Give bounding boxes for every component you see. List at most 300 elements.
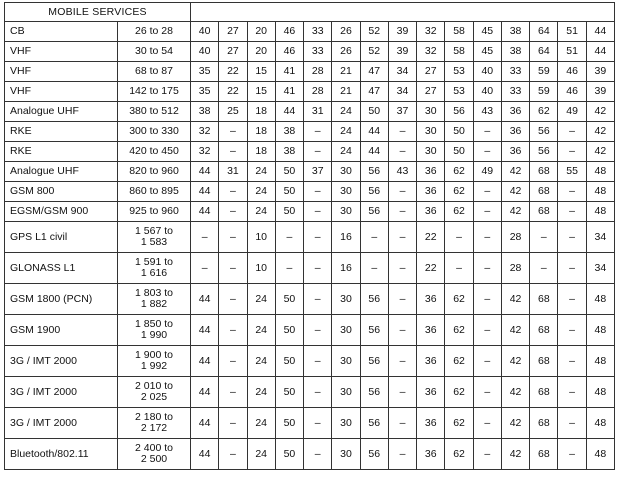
limit-value-cell: 68 — [530, 284, 558, 315]
limit-value-cell: – — [304, 202, 332, 222]
table-row — [5, 222, 615, 253]
limit-value-cell: 26 — [332, 22, 360, 42]
limit-value-cell: 36 — [417, 182, 445, 202]
limit-value-cell: 36 — [501, 102, 529, 122]
limit-value-cell: 18 — [247, 122, 275, 142]
limit-value-cell: 37 — [388, 102, 416, 122]
limit-value-cell: – — [558, 122, 586, 142]
limit-value-cell: 10 — [247, 222, 275, 253]
limit-value-cell: 30 — [417, 102, 445, 122]
limit-value-cell: 62 — [445, 408, 473, 439]
limit-value-cell: 68 — [530, 408, 558, 439]
limit-value-cell: 39 — [388, 22, 416, 42]
limit-value-cell: 51 — [558, 22, 586, 42]
limit-value-cell: 42 — [501, 284, 529, 315]
limit-value-cell: 16 — [332, 253, 360, 284]
limit-value-cell: 28 — [501, 253, 529, 284]
limit-value-cell: 36 — [417, 284, 445, 315]
limit-value-cell: – — [558, 142, 586, 162]
limit-value-cell: – — [473, 408, 501, 439]
service-name-cell: 3G / IMT 2000 — [5, 377, 118, 408]
limit-value-cell: 68 — [530, 346, 558, 377]
limit-value-cell: 24 — [332, 142, 360, 162]
frequency-range-cell: 300 to 330 — [118, 122, 191, 142]
limit-value-cell: 68 — [530, 377, 558, 408]
table-row — [5, 142, 615, 162]
limit-value-cell: 22 — [417, 222, 445, 253]
limit-value-cell: – — [388, 377, 416, 408]
limit-value-cell: 44 — [191, 182, 219, 202]
limit-value-cell: 37 — [304, 162, 332, 182]
table-row — [5, 102, 615, 122]
limit-value-cell: 50 — [445, 122, 473, 142]
limit-value-cell: 34 — [388, 82, 416, 102]
table-row — [5, 346, 615, 377]
limit-value-cell: 33 — [501, 82, 529, 102]
limit-value-cell: 24 — [247, 346, 275, 377]
limit-value-cell: 30 — [332, 408, 360, 439]
limit-value-cell: – — [558, 284, 586, 315]
limit-value-cell: – — [219, 315, 247, 346]
limit-value-cell: 62 — [530, 102, 558, 122]
service-name-cell: Bluetooth/802.11 — [5, 439, 118, 470]
limit-value-cell: 52 — [360, 22, 388, 42]
limit-value-cell: 62 — [445, 377, 473, 408]
limit-value-cell: 40 — [473, 62, 501, 82]
limit-value-cell: 36 — [417, 202, 445, 222]
limit-value-cell: 38 — [501, 22, 529, 42]
limit-value-cell: 38 — [501, 42, 529, 62]
limit-value-cell: 35 — [191, 62, 219, 82]
limit-value-cell: 47 — [360, 82, 388, 102]
limit-value-cell: 40 — [191, 42, 219, 62]
mobile-services-table-container — [4, 2, 615, 470]
limit-value-cell: 30 — [417, 122, 445, 142]
limit-value-cell: 50 — [275, 315, 303, 346]
limit-value-cell: 15 — [247, 82, 275, 102]
limit-value-cell: 34 — [586, 253, 614, 284]
service-name-cell: Analogue UHF — [5, 162, 118, 182]
table-row — [5, 408, 615, 439]
limit-value-cell: – — [558, 439, 586, 470]
limit-value-cell: 34 — [388, 62, 416, 82]
table-row — [5, 377, 615, 408]
service-name-cell: GPS L1 civil — [5, 222, 118, 253]
limit-value-cell: 42 — [501, 315, 529, 346]
limit-value-cell: 56 — [530, 142, 558, 162]
limit-value-cell: 41 — [275, 82, 303, 102]
limit-value-cell: – — [360, 222, 388, 253]
limit-value-cell: – — [473, 346, 501, 377]
limit-value-cell: – — [219, 142, 247, 162]
table-row — [5, 42, 615, 62]
limit-value-cell: – — [219, 439, 247, 470]
limit-value-cell: – — [388, 222, 416, 253]
limit-value-cell: 44 — [191, 162, 219, 182]
limit-value-cell: 44 — [360, 122, 388, 142]
limit-value-cell: – — [558, 346, 586, 377]
mobile-services-table — [4, 2, 615, 470]
limit-value-cell: – — [473, 439, 501, 470]
limit-value-cell: – — [275, 253, 303, 284]
limit-value-cell: – — [304, 408, 332, 439]
table-row — [5, 62, 615, 82]
limit-value-cell: 39 — [388, 42, 416, 62]
header-row — [5, 3, 615, 22]
limit-value-cell: – — [388, 122, 416, 142]
service-name-cell: GSM 1800 (PCN) — [5, 284, 118, 315]
limit-value-cell: 46 — [275, 42, 303, 62]
limit-value-cell: 68 — [530, 162, 558, 182]
limit-value-cell: 48 — [586, 162, 614, 182]
limit-value-cell: – — [388, 284, 416, 315]
limit-value-cell: – — [219, 202, 247, 222]
limit-value-cell: 28 — [501, 222, 529, 253]
limit-value-cell: 36 — [417, 377, 445, 408]
service-name-cell: CB — [5, 22, 118, 42]
limit-value-cell: 42 — [586, 142, 614, 162]
frequency-range-cell: 2 010 to 2 025 — [118, 377, 191, 408]
table-row — [5, 284, 615, 315]
frequency-range-cell: 1 850 to 1 990 — [118, 315, 191, 346]
limit-value-cell: 40 — [473, 82, 501, 102]
limit-value-cell: 62 — [445, 439, 473, 470]
limit-value-cell: – — [275, 222, 303, 253]
limit-value-cell: 24 — [247, 377, 275, 408]
limit-value-cell: 32 — [191, 122, 219, 142]
limit-value-cell: – — [219, 222, 247, 253]
limit-value-cell: 24 — [247, 408, 275, 439]
limit-value-cell: 44 — [191, 377, 219, 408]
section-title: MOBILE SERVICES — [5, 3, 191, 22]
limit-value-cell: 50 — [445, 142, 473, 162]
limit-value-cell: – — [304, 253, 332, 284]
limit-value-cell: 30 — [332, 377, 360, 408]
limit-value-cell: 62 — [445, 315, 473, 346]
limit-value-cell: – — [219, 253, 247, 284]
limit-value-cell: 16 — [332, 222, 360, 253]
table-row — [5, 439, 615, 470]
limit-value-cell: 36 — [417, 408, 445, 439]
limit-value-cell: 22 — [417, 253, 445, 284]
frequency-range-cell: 820 to 960 — [118, 162, 191, 182]
limit-value-cell: 33 — [304, 22, 332, 42]
limit-value-cell: 48 — [586, 182, 614, 202]
limit-value-cell: – — [191, 222, 219, 253]
limit-value-cell: – — [304, 315, 332, 346]
limit-value-cell: – — [219, 182, 247, 202]
limit-value-cell: 50 — [360, 102, 388, 122]
limit-value-cell: – — [219, 408, 247, 439]
limit-value-cell: 33 — [304, 42, 332, 62]
table-row — [5, 162, 615, 182]
limit-value-cell: 56 — [360, 202, 388, 222]
limit-value-cell: 24 — [247, 162, 275, 182]
frequency-range-cell: 420 to 450 — [118, 142, 191, 162]
limit-value-cell: 44 — [586, 22, 614, 42]
limit-value-cell: 48 — [586, 202, 614, 222]
frequency-range-cell: 142 to 175 — [118, 82, 191, 102]
limit-value-cell: – — [388, 253, 416, 284]
limit-value-cell: – — [219, 377, 247, 408]
limit-value-cell: – — [388, 315, 416, 346]
limit-value-cell: 48 — [586, 377, 614, 408]
limit-value-cell: 27 — [219, 22, 247, 42]
limit-value-cell: 43 — [388, 162, 416, 182]
limit-value-cell: 68 — [530, 182, 558, 202]
limit-value-cell: 58 — [445, 22, 473, 42]
service-name-cell: 3G / IMT 2000 — [5, 408, 118, 439]
limit-value-cell: 48 — [586, 346, 614, 377]
limit-value-cell: 64 — [530, 22, 558, 42]
table-row — [5, 202, 615, 222]
limit-value-cell: – — [388, 202, 416, 222]
limit-value-cell: 56 — [530, 122, 558, 142]
limit-value-cell: 56 — [360, 377, 388, 408]
limit-value-cell: – — [219, 284, 247, 315]
limit-value-cell: 41 — [275, 62, 303, 82]
frequency-range-cell: 2 180 to 2 172 — [118, 408, 191, 439]
limit-value-cell: 10 — [247, 253, 275, 284]
limit-value-cell: – — [304, 284, 332, 315]
limit-value-cell: 62 — [445, 182, 473, 202]
limit-value-cell: 50 — [275, 162, 303, 182]
limit-value-cell: 50 — [275, 346, 303, 377]
limit-value-cell: 38 — [275, 122, 303, 142]
limit-value-cell: 30 — [417, 142, 445, 162]
limit-value-cell: – — [558, 253, 586, 284]
limit-value-cell: 50 — [275, 439, 303, 470]
frequency-range-cell: 925 to 960 — [118, 202, 191, 222]
limit-value-cell: 64 — [530, 42, 558, 62]
limit-value-cell: 31 — [304, 102, 332, 122]
limit-value-cell: 46 — [275, 22, 303, 42]
limit-value-cell: 44 — [586, 42, 614, 62]
limit-value-cell: 44 — [275, 102, 303, 122]
limit-value-cell: 62 — [445, 284, 473, 315]
limit-value-cell: 56 — [360, 439, 388, 470]
limit-value-cell: 30 — [332, 202, 360, 222]
limit-value-cell: – — [304, 346, 332, 377]
limit-value-cell: 22 — [219, 62, 247, 82]
limit-value-cell: 44 — [191, 346, 219, 377]
limit-value-cell: 42 — [501, 377, 529, 408]
table-row — [5, 182, 615, 202]
limit-value-cell: 28 — [304, 82, 332, 102]
limit-value-cell: 36 — [501, 122, 529, 142]
limit-value-cell: 21 — [332, 62, 360, 82]
limit-value-cell: 15 — [247, 62, 275, 82]
limit-value-cell: 49 — [473, 162, 501, 182]
limit-value-cell: 68 — [530, 315, 558, 346]
limit-value-cell: – — [558, 222, 586, 253]
limit-value-cell: – — [445, 253, 473, 284]
frequency-range-cell: 30 to 54 — [118, 42, 191, 62]
service-name-cell: VHF — [5, 82, 118, 102]
limit-value-cell: 56 — [445, 102, 473, 122]
limit-value-cell: 44 — [191, 315, 219, 346]
limit-value-cell: – — [304, 182, 332, 202]
limit-value-cell: 36 — [501, 142, 529, 162]
limit-value-cell: – — [558, 182, 586, 202]
limit-value-cell: 45 — [473, 22, 501, 42]
service-name-cell: 3G / IMT 2000 — [5, 346, 118, 377]
limit-value-cell: – — [473, 284, 501, 315]
limit-value-cell: 62 — [445, 346, 473, 377]
limit-value-cell: – — [558, 202, 586, 222]
limit-value-cell: 20 — [247, 42, 275, 62]
limit-value-cell: 27 — [417, 82, 445, 102]
limit-value-cell: 42 — [501, 162, 529, 182]
table-row — [5, 82, 615, 102]
limit-value-cell: 52 — [360, 42, 388, 62]
limit-value-cell: 48 — [586, 284, 614, 315]
limit-value-cell: 30 — [332, 284, 360, 315]
service-name-cell: VHF — [5, 42, 118, 62]
limit-value-cell: 44 — [191, 439, 219, 470]
limit-value-cell: 53 — [445, 82, 473, 102]
limit-value-cell: 49 — [558, 102, 586, 122]
limit-value-cell: 24 — [247, 315, 275, 346]
limit-value-cell: 44 — [191, 408, 219, 439]
limit-value-cell: 18 — [247, 142, 275, 162]
limit-value-cell: – — [558, 408, 586, 439]
limit-value-cell: – — [473, 377, 501, 408]
limit-value-cell: – — [473, 122, 501, 142]
limit-value-cell: 38 — [191, 102, 219, 122]
limit-value-cell: 33 — [501, 62, 529, 82]
limit-value-cell: 59 — [530, 62, 558, 82]
limit-value-cell: 32 — [417, 42, 445, 62]
limit-value-cell: – — [219, 122, 247, 142]
limit-value-cell: 45 — [473, 42, 501, 62]
frequency-range-cell: 2 400 to 2 500 — [118, 439, 191, 470]
limit-value-cell: 40 — [191, 22, 219, 42]
limit-value-cell: 35 — [191, 82, 219, 102]
limit-value-cell: 42 — [501, 439, 529, 470]
limit-value-cell: 18 — [247, 102, 275, 122]
limit-value-cell: 25 — [219, 102, 247, 122]
limit-value-cell: 30 — [332, 315, 360, 346]
limit-value-cell: 55 — [558, 162, 586, 182]
service-name-cell: RKE — [5, 122, 118, 142]
frequency-range-cell: 1 803 to 1 882 — [118, 284, 191, 315]
limit-value-cell: 24 — [247, 182, 275, 202]
limit-value-cell: – — [445, 222, 473, 253]
limit-value-cell: – — [304, 122, 332, 142]
limit-value-cell: 56 — [360, 408, 388, 439]
limit-value-cell: – — [360, 253, 388, 284]
limit-value-cell: – — [388, 182, 416, 202]
limit-value-cell: 22 — [219, 82, 247, 102]
limit-value-cell: – — [304, 222, 332, 253]
limit-value-cell: 62 — [445, 162, 473, 182]
limit-value-cell: 42 — [501, 182, 529, 202]
limit-value-cell: 34 — [586, 222, 614, 253]
limit-value-cell: – — [473, 202, 501, 222]
service-name-cell: GLONASS L1 — [5, 253, 118, 284]
limit-value-cell: 36 — [417, 162, 445, 182]
limit-value-cell: 68 — [530, 202, 558, 222]
limit-value-cell: – — [388, 408, 416, 439]
limit-value-cell: 30 — [332, 182, 360, 202]
limit-value-cell: 50 — [275, 284, 303, 315]
limit-value-cell: 50 — [275, 182, 303, 202]
limit-value-cell: 30 — [332, 346, 360, 377]
limit-value-cell: 44 — [191, 284, 219, 315]
limit-value-cell: 58 — [445, 42, 473, 62]
limit-value-cell: – — [558, 315, 586, 346]
limit-value-cell: 46 — [558, 62, 586, 82]
service-name-cell: RKE — [5, 142, 118, 162]
frequency-range-cell: 860 to 895 — [118, 182, 191, 202]
limit-value-cell: 32 — [417, 22, 445, 42]
limit-value-cell: 53 — [445, 62, 473, 82]
limit-value-cell: 56 — [360, 346, 388, 377]
frequency-range-cell: 1 900 to 1 992 — [118, 346, 191, 377]
limit-value-cell: 42 — [501, 346, 529, 377]
service-name-cell: GSM 1900 — [5, 315, 118, 346]
limit-value-cell: 24 — [247, 439, 275, 470]
limit-value-cell: – — [304, 377, 332, 408]
limit-value-cell: – — [304, 142, 332, 162]
limit-value-cell: 27 — [417, 62, 445, 82]
limit-value-cell: 56 — [360, 315, 388, 346]
limit-value-cell: – — [473, 182, 501, 202]
limit-value-cell: 42 — [501, 408, 529, 439]
limit-value-cell: 36 — [417, 346, 445, 377]
limit-value-cell: 26 — [332, 42, 360, 62]
limit-value-cell: – — [191, 253, 219, 284]
limit-value-cell: 42 — [586, 122, 614, 142]
limit-value-cell: – — [473, 222, 501, 253]
limit-value-cell: 38 — [275, 142, 303, 162]
header-blank-cell — [191, 3, 615, 22]
limit-value-cell: – — [473, 315, 501, 346]
limit-value-cell: – — [558, 377, 586, 408]
limit-value-cell: 24 — [332, 102, 360, 122]
limit-value-cell: – — [473, 142, 501, 162]
limit-value-cell: 28 — [304, 62, 332, 82]
limit-value-cell: 48 — [586, 439, 614, 470]
frequency-range-cell: 68 to 87 — [118, 62, 191, 82]
table-row — [5, 315, 615, 346]
limit-value-cell: 42 — [501, 202, 529, 222]
limit-value-cell: 56 — [360, 284, 388, 315]
limit-value-cell: 56 — [360, 182, 388, 202]
limit-value-cell: 48 — [586, 408, 614, 439]
limit-value-cell: 43 — [473, 102, 501, 122]
service-name-cell: VHF — [5, 62, 118, 82]
limit-value-cell: 27 — [219, 42, 247, 62]
limit-value-cell: 21 — [332, 82, 360, 102]
limit-value-cell: – — [304, 439, 332, 470]
limit-value-cell: 44 — [360, 142, 388, 162]
limit-value-cell: 44 — [191, 202, 219, 222]
limit-value-cell: – — [388, 346, 416, 377]
limit-value-cell: – — [388, 439, 416, 470]
frequency-range-cell: 26 to 28 — [118, 22, 191, 42]
service-name-cell: GSM 800 — [5, 182, 118, 202]
limit-value-cell: 36 — [417, 439, 445, 470]
table-row — [5, 122, 615, 142]
limit-value-cell: – — [473, 253, 501, 284]
limit-value-cell: 20 — [247, 22, 275, 42]
limit-value-cell: 59 — [530, 82, 558, 102]
limit-value-cell: 50 — [275, 377, 303, 408]
limit-value-cell: – — [388, 142, 416, 162]
limit-value-cell: – — [530, 253, 558, 284]
